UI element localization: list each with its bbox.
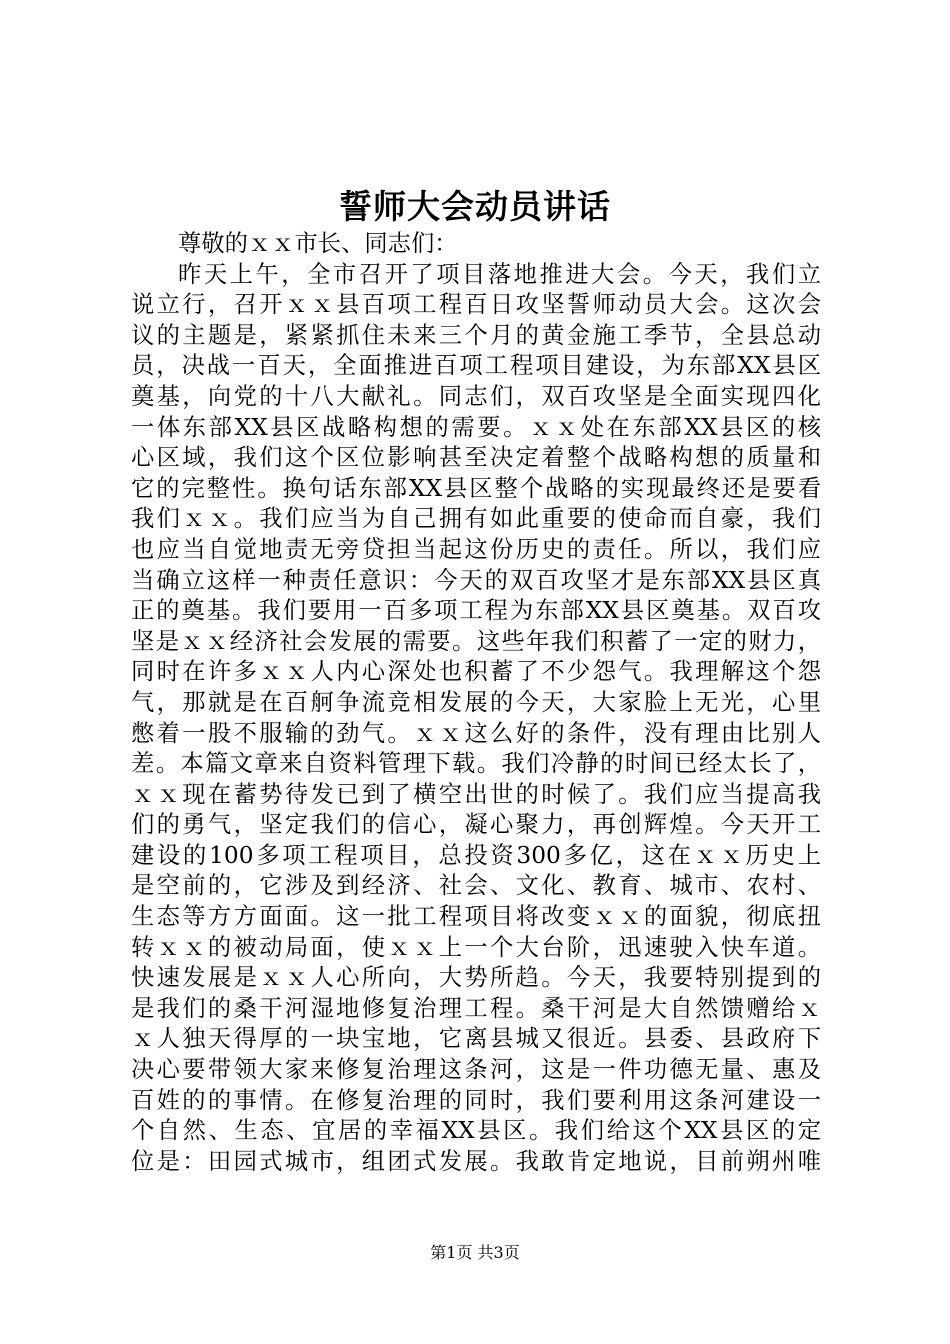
text-line: 建设的100多项工程项目，总投资300多亿，这在ｘｘ历史上 [131,841,821,869]
text-line: 议的主题是，紧紧抓住未来三个月的黄金施工季节，全县总动 [131,321,821,349]
text-line: 当确立这样一种责任意识：今天的双百攻坚才是东部XX县区真 [131,566,821,594]
text-line: 百姓的的事情。在修复治理的同时，我们要利用这条河建设一 [131,1086,821,1114]
text-line: 快速发展是ｘｘ人心所向，大势所趋。今天，我要特别提到的 [131,964,821,992]
text-line: 昨天上午，全市召开了项目落地推进大会。今天，我们立 [178,260,821,288]
text-line: 同时在许多ｘｘ人内心深处也积蓄了不少怨气。我理解这个怨 [131,658,821,686]
text-line: ｘ人独天得厚的一块宝地，它离县城又很近。县委、县政府下 [131,1025,821,1053]
text-line: 位是：田园式城市，组团式发展。我敢肯定地说，目前朔州唯 [131,1147,821,1175]
text-line: 个自然、生态、宜居的幸福XX县区。我们给这个XX县区的定 [131,1117,821,1145]
page-number-footer: 第1页 共3页 [430,1243,520,1262]
text-line: 决心要带领大家来修复治理这条河，这是一件功德无量、惠及 [131,1056,821,1084]
text-line: 我们ｘｘ。我们应当为自己拥有如此重要的使命而自豪，我们 [131,505,821,533]
text-line: 差。本篇文章来自资料管理下载。我们冷静的时间已经太长了， [131,750,821,778]
text-line: 正的奠基。我们要用一百多项工程为东部XX县区奠基。双百攻 [131,597,821,625]
text-line: 是空前的，它涉及到经济、社会、文化、教育、城市、农村、 [131,872,821,900]
text-line: 说立行，召开ｘｘ县百项工程百日攻坚誓师动员大会。这次会 [131,291,821,319]
text-line: 转ｘｘ的被动局面，使ｘｘ上一个大台阶，迅速驶入快车道。 [131,933,821,961]
text-line: 员，决战一百天，全面推进百项工程项目建设，为东部XX县区 [131,352,821,380]
text-line: 是我们的桑干河湿地修复治理工程。桑干河是大自然馈赠给ｘ [131,994,821,1022]
text-line: 心区域，我们这个区位影响甚至决定着整个战略构想的质量和 [131,444,821,472]
document-title: 誓师大会动员讲话 [339,187,611,226]
text-line: 生态等方方面面。这一批工程项目将改变ｘｘ的面貌，彻底扭 [131,903,821,931]
text-line: 憋着一股不服输的劲气。ｘｘ这么好的条件，没有理由比别人 [131,719,821,747]
text-line: 坚是ｘｘ经济社会发展的需要。这些年我们积蓄了一定的财力， [131,627,821,655]
text-line: 们的勇气，坚定我们的信心，凝心聚力，再创辉煌。今天开工 [131,811,821,839]
text-line: 它的完整性。换句话东部XX县区整个战略的实现最终还是要看 [131,474,821,502]
text-line: 也应当自觉地责无旁贷担当起这份历史的责任。所以，我们应 [131,535,821,563]
text-line: ｘｘ现在蓄势待发已到了横空出世的时候了。我们应当提高我 [131,780,821,808]
text-line: 奠基，向党的十八大献礼。同志们，双百攻坚是全面实现四化 [131,382,821,410]
document-body [131,229,821,1177]
text-line: 气，那就是在百舸争流竞相发展的今天，大家脸上无光，心里 [131,688,821,716]
text-line: 一体东部XX县区战略构想的需要。ｘｘ处在东部XX县区的核 [131,413,821,441]
salutation-line: 尊敬的ｘｘ市长、同志们： [178,230,458,257]
